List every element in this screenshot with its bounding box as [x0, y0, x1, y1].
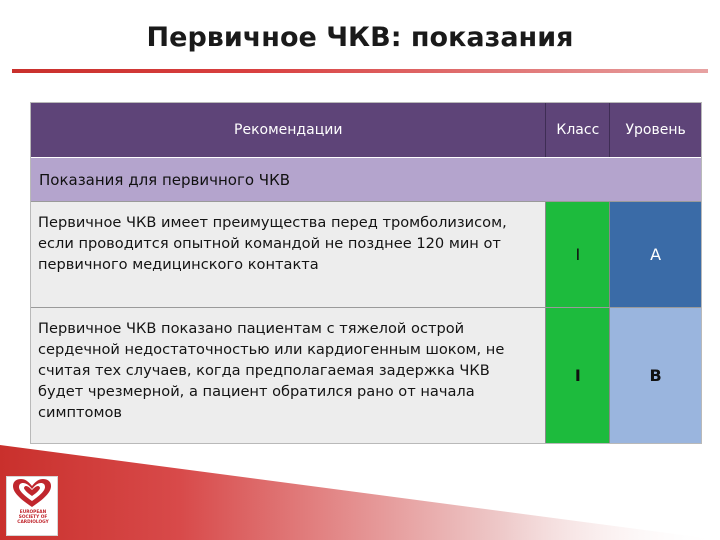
recommendation-text: Первичное ЧКВ показано пациентам с тяжелой острой сердечной недостаточностью или кардиогенным шоком, не считая тех случаев, когда предполагаемая задержка ЧКВ будет чрезмерной, а пациент обратился рано от начала симптомов	[31, 308, 545, 443]
title-underline	[12, 69, 708, 73]
level-cell: A	[609, 202, 701, 307]
esc-logo	[6, 476, 58, 536]
recommendation-text: Первичное ЧКВ имеет преимущества перед тромболизисом, если проводится опытной командой не позднее 120 мин от первичного медицинского контакта	[31, 202, 545, 307]
logo-text: EUROPEAN SOCIETY OF CARDIOLOGY	[17, 510, 49, 525]
table-row	[31, 307, 701, 443]
header-level: Уровень	[609, 103, 701, 157]
section-row	[31, 157, 701, 201]
table-row	[31, 201, 701, 307]
section-title: Показания для первичного ЧКВ	[39, 170, 291, 189]
header-recommendations: Рекомендации	[234, 122, 343, 138]
class-cell: I	[545, 308, 609, 443]
slide-title: Первичное ЧКВ: показания	[146, 22, 574, 53]
table-header-row	[31, 103, 701, 157]
class-cell: I	[545, 202, 609, 307]
heart-icon	[7, 477, 57, 511]
corner-decoration	[0, 445, 720, 540]
recommendations-table	[30, 102, 702, 444]
header-class: Класс	[545, 103, 609, 157]
level-cell: B	[609, 308, 701, 443]
